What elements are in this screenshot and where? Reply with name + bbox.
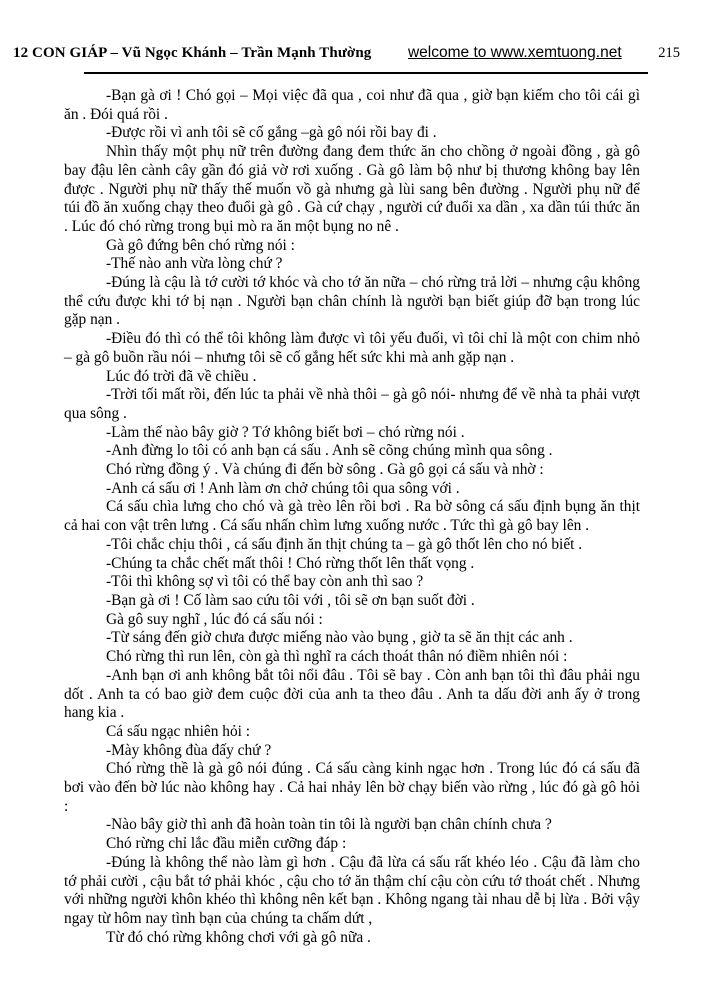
header-divider — [84, 72, 648, 74]
paragraph: Cá sấu chìa lưng cho chó và gà trèo lên rồi bơi . Ra bờ sông cá sấu định bụng ăn thịt cả hai con vật trên lưng . Cá sấu nhấn chìm lưng xuống nước . Tức thì gà gô bay lên . — [64, 498, 640, 535]
paragraph: -Tôi thì không sợ vì tôi có thể bay còn anh thì sao ? — [106, 573, 424, 591]
paragraph: Chó rừng thề là gà gô nói đúng . Cá sấu càng kinh ngạc hơn . Trong lúc đó cá sấu đã bơi vào đến bờ lúc nào không hay . Cả hai nhảy lên bờ chạy biến vào rừng , lúc đó gà gô hỏi : — [64, 760, 640, 815]
paragraph: Chó rừng đồng ý . Và chúng đi đến bờ sông . Gà gô gọi cá sấu và nhờ : — [106, 461, 544, 479]
paragraph: -Đúng là không thể nào làm gì hơn . Cậu đã lừa cá sấu rất khéo léo . Cậu đã làm cho tớ phải cười , cậu bắt tớ phải khóc , cậu cho tớ ăn thậm chí cậu còn cứu tớ thoát chết . Nhưng với những người khôn khéo thì không nên kết bạn . Không ngang tài nhau dễ bị lừa . Bởi vậy ngay từ hôm nay tình bạn của chúng ta chấm dứt , — [64, 853, 640, 927]
paragraph: -Điều đó thì có thể tôi không làm được vì tôi yếu đuối, vì tôi chỉ là một con chim nhỏ – gà gô buồn rầu nói – nhưng tôi sẽ cố gắng hết sức khi mà anh gặp nạn . — [64, 330, 640, 366]
paragraph: -Trời tối mất rồi, đến lúc ta phải về nhà thôi – gà gô nói- nhưng để về nhà ta phải vượt qua sông . — [64, 386, 640, 422]
paragraph: Gà gô đứng bên chó rừng nói : — [106, 236, 295, 254]
page-number: 215 — [658, 45, 680, 61]
paragraph: -Anh bạn ơi anh không bắt tôi nổi đâu . Tôi sẽ bay . Còn anh bạn tôi thì đâu phải ngu dốt . Anh ta có bao giờ đem cuộc đời của anh ta theo đâu . Anh ta dấu đời anh ấy ở trong hang kia . — [64, 666, 640, 722]
paragraph: -Được rồi vì anh tôi sẽ cố gắng –gà gô nói rồi bay đi . — [106, 124, 437, 142]
paragraph: -Làm thế nào bây giờ ? Tớ không biết bơi – chó rừng nói . — [106, 423, 465, 441]
paragraph: -Bạn gà ơi ! Cố làm sao cứu tôi với , tôi sẽ ơn bạn suốt đời . — [106, 591, 475, 609]
paragraph: Nhìn thấy một phụ nữ trên đường đang đem thức ăn cho chồng ở ngoài đồng , gà gô bay đậu lên cành cây gần đó giả vờ rơi xuống . Gà gô làm bộ như bị thương không bay lên được . Người phụ nữ thấy thế muốn vồ gà nhưng gà lùi sang bên đường . Người phụ nữ để túi đồ ăn xuống chạy theo đuổi gà gô . Gà cứ chạy , người cứ đuổi xa dần , xa dần túi thức ăn . Lúc đó chó rừng trong bụi mò ra ăn một bụng no nê . — [64, 143, 640, 235]
paragraph: -Chúng ta chắc chết mất thôi ! Chó rừng thốt lên thất vọng . — [106, 554, 475, 572]
paragraph: -Đúng là cậu là tớ cười tớ khóc và cho tớ ăn nữa – chó rừng trả lời – nhưng cậu không thể cứu được khi tớ bị nạn . Người bạn chân chính là người bạn biết giúp đỡ bạn trong lúc gặp nạn . — [64, 274, 640, 329]
website-link[interactable]: welcome to www.xemtuong.net — [407, 44, 622, 61]
story-text — [64, 87, 640, 947]
paragraph: Chó rừng chỉ lắc đầu miễn cưỡng đáp : — [106, 835, 347, 853]
paragraph: -Anh cá sấu ơi ! Anh làm ơn chở chúng tôi qua sông với . — [106, 479, 460, 497]
paragraph: Gà gô suy nghĩ , lúc đó cá sấu nói : — [106, 610, 323, 628]
paragraph: Cá sấu ngạc nhiên hỏi : — [106, 722, 251, 740]
paragraph: -Tôi chắc chịu thôi , cá sấu định ăn thịt chúng ta – gà gô thốt lên cho nó biết . — [106, 535, 583, 553]
paragraph: -Anh đừng lo tôi có anh bạn cá sấu . Anh sẽ cõng chúng mình qua sông . — [106, 442, 553, 460]
paragraph: -Bạn gà ơi ! Chó gọi – Mọi việc đã qua , coi như đã qua , giờ bạn kiếm cho tôi cái gì ăn . Đói quá rồi . — [64, 87, 640, 123]
paragraph: -Thế nào anh vừa lòng chứ ? — [106, 255, 283, 273]
book-title: 12 CON GIÁP – Vũ Ngọc Khánh – Trần Mạnh Thường — [13, 45, 372, 61]
paragraph: Lúc đó trời đã về chiều . — [106, 367, 257, 385]
paragraph: -Mày không đùa đấy chứ ? — [106, 741, 272, 759]
paragraph: -Từ sáng đến giờ chưa được miếng nào vào bụng , giờ ta sẽ ăn thịt các anh . — [106, 629, 573, 647]
paragraph: Chó rừng thì run lên, còn gà thì nghĩ ra cách thoát thân nó điềm nhiên nói : — [106, 648, 568, 666]
paragraph: Từ đó chó rừng không chơi với gà gô nữa . — [106, 928, 371, 946]
page-header — [0, 0, 702, 62]
paragraph: -Nào bây giờ thì anh đã hoàn toàn tin tôi là người bạn chân chính chưa ? — [106, 816, 552, 834]
